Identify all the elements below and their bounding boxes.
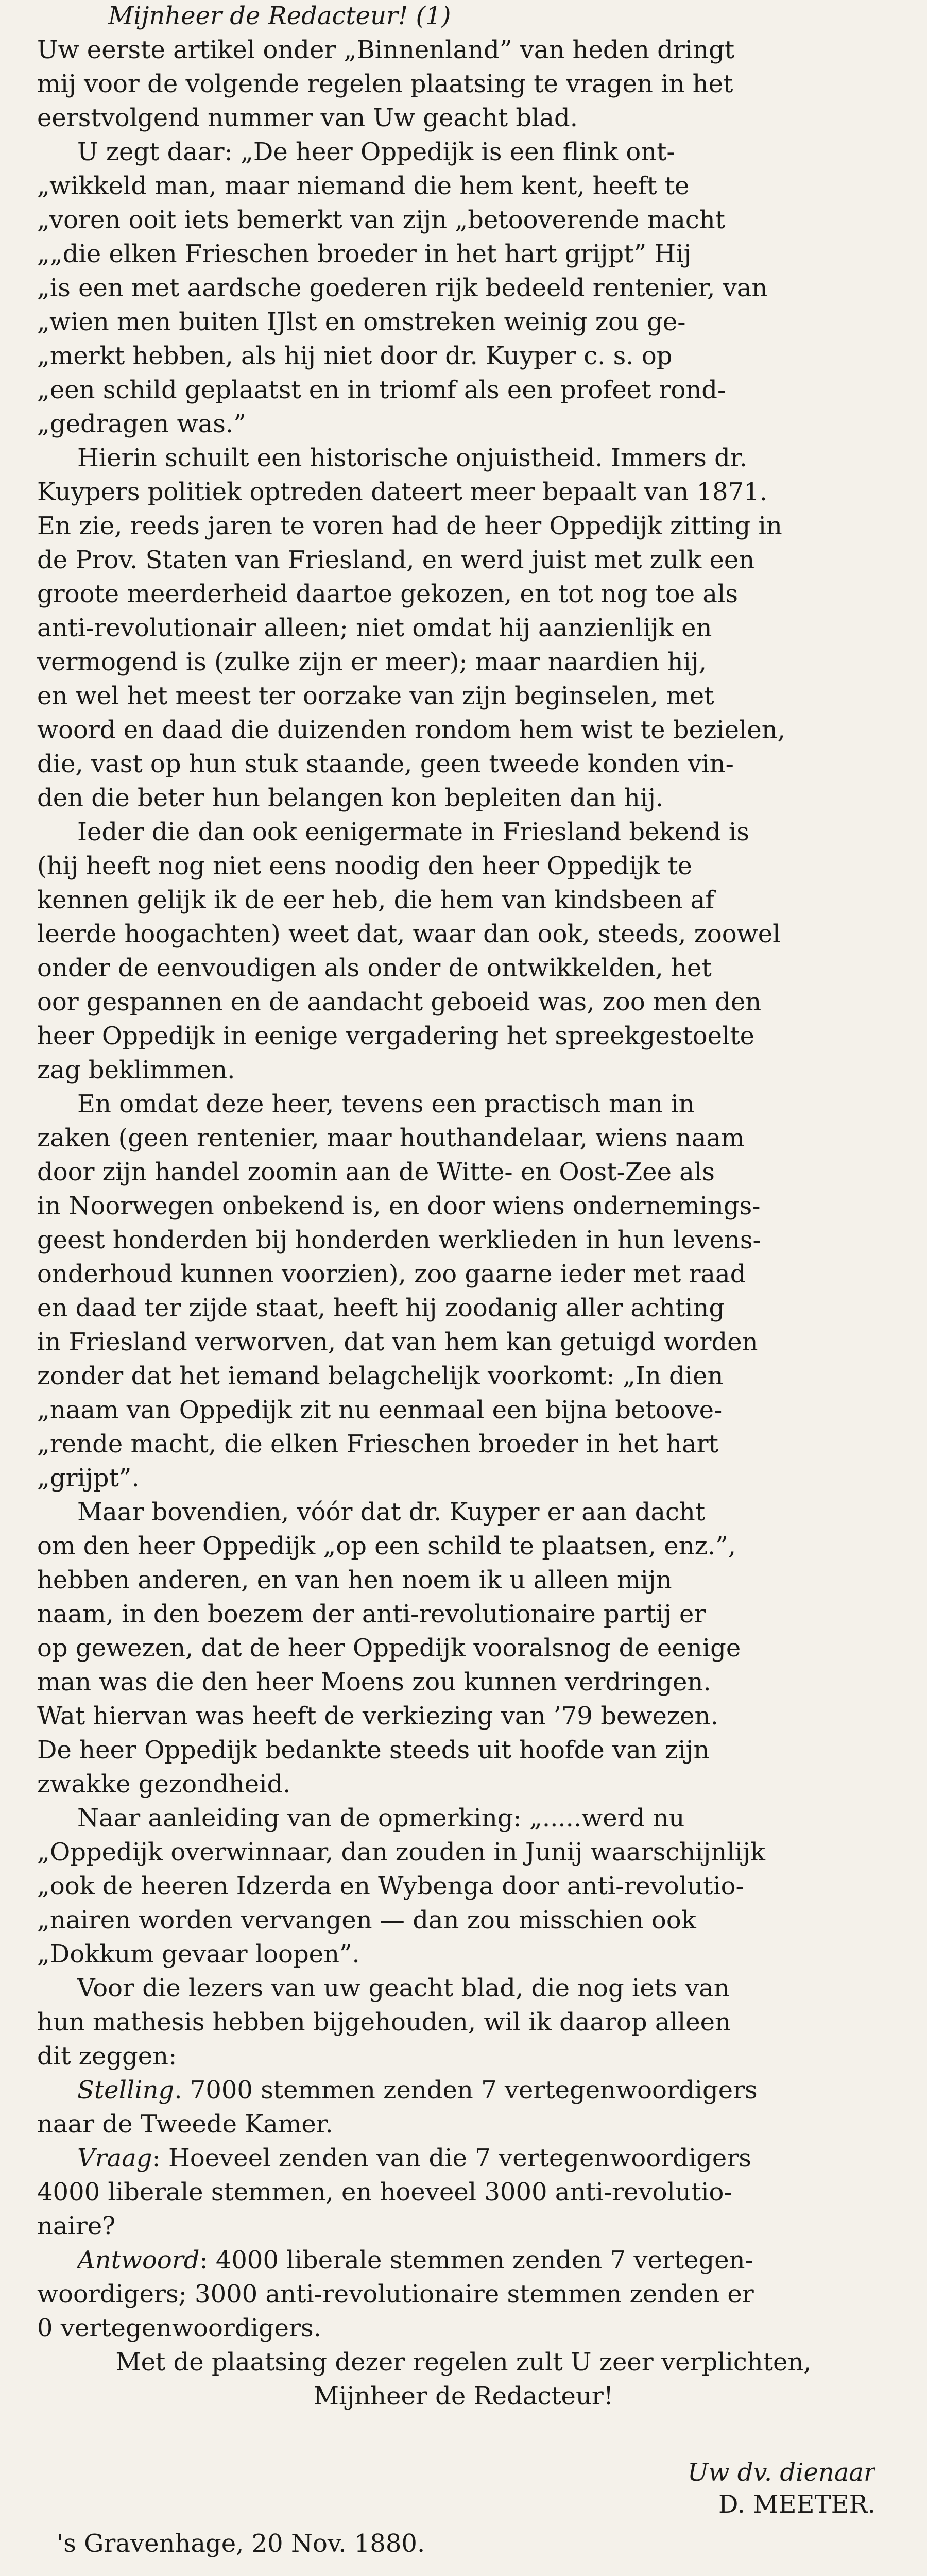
body-line: vermogend is (zulke zijn er meer); maar naardien hij, [37, 648, 707, 676]
body-line: woordigers; 3000 anti-revolutionaire stemmen zenden er [37, 2280, 754, 2309]
body-line: woord en daad die duizenden rondom hem wist te bezielen, [37, 716, 785, 744]
body-line: (hij heeft nog niet eens noodig den heer Oppedijk te [37, 852, 693, 880]
body-line: Stelling. 7000 stemmen zenden 7 vertegenwoordigers [77, 2076, 758, 2105]
body-line: 4000 liberale stemmen, en hoeveel 3000 anti-revolutio- [37, 2178, 732, 2207]
body-line: Maar bovendien, vóór dat dr. Kuyper er aan dacht [77, 1498, 706, 1527]
body-line: in Friesland verworven, dat van hem kan getuigd worden [37, 1328, 758, 1357]
signoff: Uw dv. dienaar [687, 2458, 876, 2487]
body-line: „Oppedijk overwinnaar, dan zouden in Junij waarschijnlijk [37, 1838, 765, 1867]
body-line: den die beter hun belangen kon bepleiten dan hij. [37, 784, 664, 812]
body-line: zaken (geen rentenier, maar houthandelaar, wiens naam [37, 1124, 745, 1153]
body-line: Ieder die dan ook eenigermate in Friesland bekend is [77, 818, 749, 846]
body-line: Wat hiervan was heeft de verkiezing van ’79 bewezen. [37, 1702, 718, 1731]
body-line: „ook de heeren Idzerda en Wybenga door anti-revolutio- [37, 1872, 744, 1901]
letter-salutation: Mijnheer de Redacteur! (1) [108, 2, 451, 30]
body-line: om den heer Oppedijk „op een schild te plaatsen, enz.”, [37, 1532, 736, 1561]
body-line: zonder dat het iemand belagchelijk voorkomt: „In dien [37, 1362, 724, 1391]
body-line: zwakke gezondheid. [37, 1770, 291, 1799]
body-line: oor gespannen en de aandacht geboeid was, zoo men den [37, 988, 762, 1016]
body-line: „naam van Oppedijk zit nu eenmaal een bijna betoove- [37, 1396, 723, 1425]
body-line: geest honderden bij honderden werklieden in hun levens- [37, 1226, 761, 1255]
body-line: „wikkeld man, maar niemand die hem kent, heeft te [37, 172, 690, 200]
body-line: De heer Oppedijk bedankte steeds uit hoofde van zijn [37, 1736, 710, 1765]
body-line: naar de Tweede Kamer. [37, 2110, 333, 2139]
body-line: in Noorwegen onbekend is, en door wiens ondernemings- [37, 1192, 761, 1221]
body-line: „Dokkum gevaar loopen”. [37, 1940, 360, 1969]
body-line: die, vast op hun stuk staande, geen tweede konden vin- [37, 750, 734, 778]
dateline: 's Gravenhage, 20 Nov. 1880. [57, 2529, 425, 2558]
body-line: kennen gelijk ik de eer heb, die hem van kindsbeen af [37, 886, 715, 914]
body-line: „een schild geplaatst en in triomf als een profeet rond- [37, 376, 726, 404]
body-line: „gedragen was.” [37, 410, 246, 438]
body-line: door zijn handel zoomin aan de Witte- en Oost-Zee als [37, 1158, 715, 1187]
body-line: Antwoord: 4000 liberale stemmen zenden 7 vertegen- [77, 2246, 753, 2275]
body-line: „rende macht, die elken Frieschen broeder in het hart [37, 1430, 718, 1459]
body-line: 0 vertegenwoordigers. [37, 2314, 321, 2343]
body-line: hun mathesis hebben bijgehouden, wil ik daarop alleen [37, 2008, 731, 2037]
signature: D. MEETER. [718, 2490, 876, 2519]
body-line: anti-revolutionair alleen; niet omdat hij aanzienlijk en [37, 614, 712, 642]
body-line: En zie, reeds jaren te voren had de heer Oppedijk zitting in [37, 512, 782, 540]
body-line: onderhoud kunnen voorzien), zoo gaarne ieder met raad [37, 1260, 746, 1289]
body-line: mij voor de volgende regelen plaatsing te vragen in het [37, 70, 733, 98]
body-line: en daad ter zijde staat, heeft hij zoodanig aller achting [37, 1294, 725, 1323]
body-line: U zegt daar: „De heer Oppedijk is een flink ont- [77, 138, 675, 166]
body-line: eerstvolgend nummer van Uw geacht blad. [37, 104, 578, 132]
body-line: Mijnheer de Redacteur! [313, 2382, 614, 2411]
body-line: onder de eenvoudigen als onder de ontwikkelden, het [37, 954, 712, 982]
body-line: „wien men buiten IJlst en omstreken weinig zou ge- [37, 308, 686, 336]
body-line: Voor die lezers van uw geacht blad, die nog iets van [77, 1974, 730, 2003]
body-line: naam, in den boezem der anti-revolutionaire partij er [37, 1600, 706, 1629]
body-line: man was die den heer Moens zou kunnen verdringen. [37, 1668, 711, 1697]
body-line: Uw eerste artikel onder „Binnenland” van heden dringt [37, 36, 735, 64]
body-line: dit zeggen: [37, 2042, 177, 2071]
body-line: „voren ooit iets bemerkt van zijn „betooverende macht [37, 206, 725, 234]
body-line: de Prov. Staten van Friesland, en werd juist met zulk een [37, 546, 755, 574]
body-line: heer Oppedijk in eenige vergadering het spreekgestoelte [37, 1022, 755, 1050]
body-line: Vraag: Hoeveel zenden van die 7 vertegenwoordigers [77, 2144, 751, 2173]
body-line: en wel het meest ter oorzake van zijn beginselen, met [37, 682, 714, 710]
body-line: leerde hoogachten) weet dat, waar dan ook, steeds, zoowel [37, 920, 781, 948]
body-line: hebben anderen, en van hen noem ik u alleen mijn [37, 1566, 672, 1595]
body-line: „is een met aardsche goederen rijk bedeeld rentenier, van [37, 274, 768, 302]
body-line: naire? [37, 2212, 115, 2241]
body-line: zag beklimmen. [37, 1056, 235, 1084]
body-line: Naar aanleiding van de opmerking: „.....werd nu [77, 1804, 685, 1833]
body-line: Hierin schuilt een historische onjuistheid. Immers dr. [77, 444, 747, 472]
body-line: „nairen worden vervangen — dan zou misschien ook [37, 1906, 696, 1935]
body-line: Kuypers politiek optreden dateert meer bepaalt van 1871. [37, 478, 767, 506]
body-line: „„die elken Frieschen broeder in het hart grijpt” Hij [37, 240, 692, 268]
body-line: „grijpt”. [37, 1464, 140, 1493]
body-line: op gewezen, dat de heer Oppedijk vooralsnog de eenige [37, 1634, 741, 1663]
body-line: En omdat deze heer, tevens een practisch man in [77, 1090, 695, 1118]
body-line: „merkt hebben, als hij niet door dr. Kuyper c. s. op [37, 342, 673, 370]
body-line: groote meerderheid daartoe gekozen, en tot nog toe als [37, 580, 738, 608]
body-line: Met de plaatsing dezer regelen zult U zeer verplichten, [115, 2348, 812, 2377]
